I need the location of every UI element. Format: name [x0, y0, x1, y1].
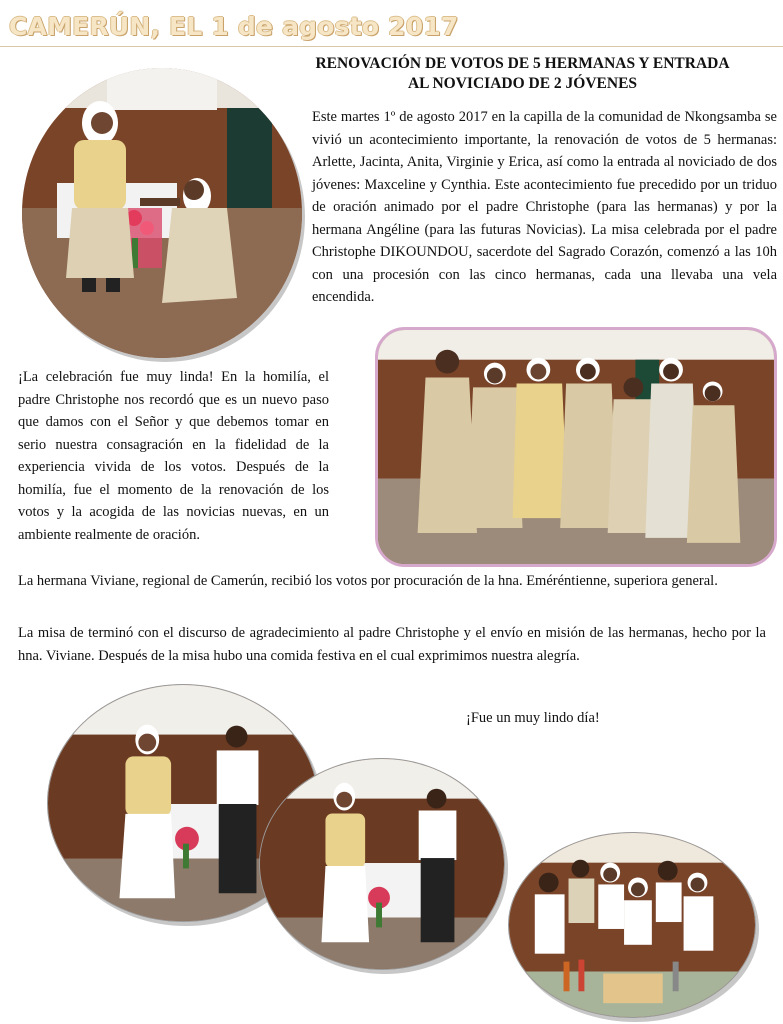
paragraph-intro: Este martes 1º de agosto 2017 en la capilla de la comunidad de Nkongsamba se vivió un acontecimiento importante, la renovación de votos de 5 hermanas: Arlette, Jacinta, Anita, Virginie y Erica, así como la entrada al noviciado de dos jóvenes: Maxceline y Cynthia. Este acontecimiento fue precedido por un triduo de oración animado por el padre Christophe (para las hermanas) y por la hermana Angéline (para las futuras Novicias). La misa celebrada por el padre Christophe DIKOUNDOU, sacerdote del Sagrado Corazón, comenzó a las 10h con una procesión con las cinco hermanas, cada una llevaba una vela encendida.: [312, 109, 777, 305]
article-headline: [265, 54, 780, 94]
photo-kneeling-ceremony: [22, 68, 302, 358]
photo-handover-2: [259, 758, 505, 970]
headline-line-1: RENOVACIÓN DE VOTOS DE 5 HERMANAS Y ENTRADA: [315, 55, 730, 72]
photo-festive-meal: [508, 832, 756, 1018]
closing-line: ¡Fue un muy lindo día!: [466, 710, 600, 726]
photo-group-sisters: [378, 330, 774, 564]
paragraph-homily: ¡La celebración fue muy linda! En la homilía, el padre Christophe nos recordó que es un nuevo paso que damos con el Señor y que debemos tomar en serio nuestra consagración en la fidelidad de la experiencia vivida de los votos. Después de la homilía, fue el momento de la renovación de los votos y la acogida de las novicias nuevas, en un ambiente realmente de oración.: [18, 369, 329, 543]
page-header-title: CAMERÚN, EL 1 de agosto 2017: [9, 12, 459, 41]
paragraph-regional-sister: La hermana Viviane, regional de Camerún, recibió los votos por procuración de la hna. Eméréntienne, superiora general.: [18, 573, 718, 589]
headline-line-2: AL NOVICIADO DE 2 JÓVENES: [407, 75, 638, 92]
paragraph-mass-end: La misa de terminó con el discurso de agradecimiento al padre Christophe y el envío en misión de las hermanas, hecho por la hna. Viviane. Después de la misa hubo una comida festiva en el cual exprimimos nuestra alegría.: [18, 625, 766, 664]
photo-group-frame: [375, 327, 777, 567]
header-divider: [0, 46, 783, 47]
